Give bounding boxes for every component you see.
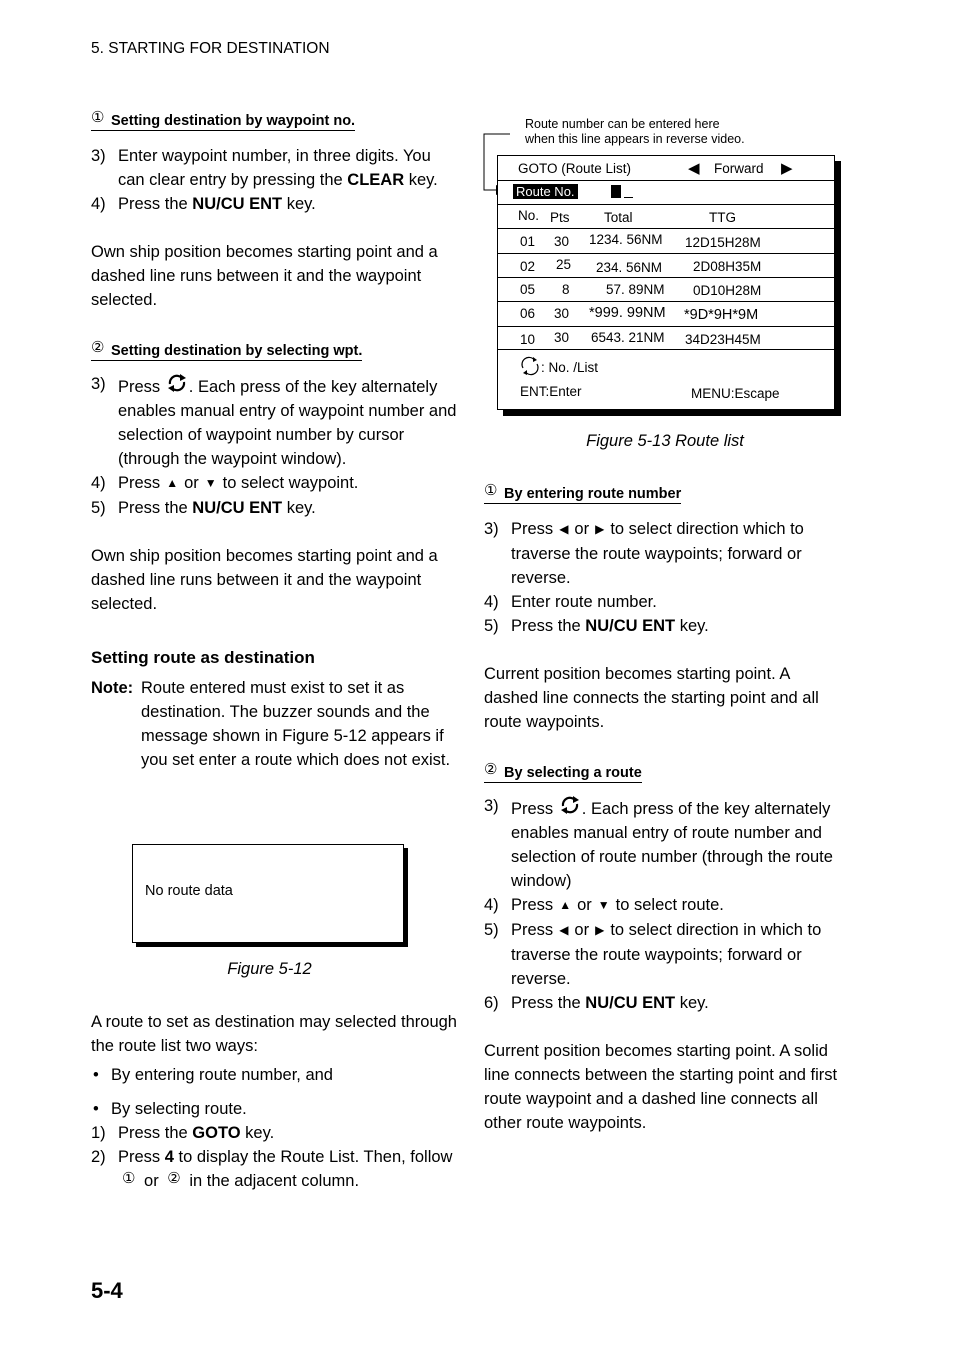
step: 4) Enter route number. — [484, 593, 657, 611]
route-no-entry-row[interactable] — [498, 181, 834, 205]
column-header: Pts — [550, 210, 570, 225]
direction-right-arrow-icon[interactable]: ▶ — [781, 160, 793, 177]
enter-hint: ENT:Enter — [520, 384, 582, 399]
route-row[interactable]: 05 8 57. 89NM 0D10H28M — [498, 278, 834, 302]
left-column-bottom — [91, 1010, 461, 1194]
page-number: 5-4 — [91, 1278, 123, 1303]
section-title-selecting-route: ② By selecting a route — [484, 761, 642, 781]
step: 4) Press the NU/CU ENT key. — [91, 195, 316, 213]
step: 6) Press the NU/CU ENT key. — [484, 994, 709, 1012]
toggle-hint: : No. /List — [541, 360, 599, 375]
key-name: NU/CU ENT — [585, 617, 676, 635]
step: 5) Press the NU/CU ENT key. — [91, 499, 316, 517]
note-label: Note: — [91, 679, 134, 697]
message-text: No route data — [145, 883, 233, 899]
step: 3) Press ◀ or ▶ to select direction which to traverse the route waypoints; forward or reverse. — [484, 517, 844, 590]
route-list-window — [497, 155, 835, 410]
column-header-row — [498, 205, 834, 229]
left-arrow-key-icon: ◀ — [559, 923, 569, 937]
route-list-title-bar — [498, 156, 834, 181]
route-row[interactable]: 01 30 1234. 56NM 12D15H28M — [498, 229, 834, 254]
step: 3) Press . Each press of the key alternately enables manual entry of route number and selection of route number (through the route window) — [484, 794, 844, 893]
escape-hint: MENU:Escape — [691, 386, 780, 401]
key-name: NU/CU ENT — [585, 994, 676, 1012]
route-row[interactable]: 10 30 6543. 21NM 34D23H45M — [498, 327, 834, 350]
key-name: NU/CU ENT — [192, 195, 283, 213]
section-title-waypoint-no: ① Setting destination by waypoint no. — [91, 109, 356, 129]
route-row[interactable]: 06 30 *999. 99NM *9D*9H*9M — [498, 302, 834, 327]
callout-note: Route number can be entered here when this line appears in reverse video. — [525, 117, 745, 146]
running-header: 5. STARTING FOR DESTINATION — [91, 40, 330, 57]
key-name: CLEAR — [347, 171, 405, 189]
step: 4) Press ▲ or ▼ to select route. — [484, 893, 844, 918]
right-column — [484, 481, 844, 1135]
cycle-key-icon — [558, 794, 582, 816]
circled-one-marker: ① — [91, 109, 105, 126]
figure-caption: Figure 5-12 — [227, 960, 312, 978]
paragraph: A route to set as destination may selected through the route list two ways: — [91, 1013, 457, 1055]
step: 3) Enter waypoint number, in three digits. You can clear entry by pressing the CLEAR key. — [91, 147, 438, 189]
down-arrow-key-icon: ▼ — [204, 476, 217, 490]
paragraph: Current position becomes starting point. A solid line connects between the starting point and first route waypoint and a dashed line connects all other route waypoints. — [484, 1042, 838, 1132]
paragraph: Own ship position becomes starting point and a dashed line runs between it and the waypoint selected. — [91, 547, 438, 613]
paragraph: Own ship position becomes starting point and a dashed line runs between it and the waypoint selected. — [91, 243, 438, 309]
step: 2) Press 4 to display the Route List. Then, follow ① or ② in the adjacent column. — [91, 1148, 453, 1190]
step: 4) Press ▲ or ▼ to select waypoint. — [91, 471, 461, 496]
cycle-toggle-icon — [520, 356, 540, 376]
key-name: 4 — [164, 1148, 174, 1166]
subheading-route-destination: Setting route as destination — [91, 648, 315, 667]
column-header: Total — [604, 210, 633, 225]
up-arrow-key-icon: ▲ — [559, 898, 572, 912]
up-arrow-key-icon: ▲ — [166, 476, 179, 490]
step: 5) Press the NU/CU ENT key. — [484, 617, 709, 635]
paragraph: Current position becomes starting point. A dashed line connects the starting point and all route waypoints. — [484, 665, 819, 731]
step: 3) Press . Each press of the key alternately enables manual entry of waypoint number and selection of waypoint number by cursor (through the waypoint window). — [91, 372, 461, 471]
circled-two-marker: ② — [91, 339, 105, 356]
section-title-selecting-wpt: ② Setting destination by selecting wpt. — [91, 339, 363, 359]
step: 5) Press ◀ or ▶ to select direction in which to traverse the route waypoints; forward or reverse. — [484, 918, 844, 991]
route-no-label: Route No. — [513, 184, 578, 199]
note — [91, 676, 461, 772]
bullet-item: • By entering route number, and — [91, 1063, 461, 1087]
circled-one-marker: ① — [122, 1170, 136, 1187]
key-name: GOTO — [192, 1124, 241, 1142]
bullet-icon: • — [93, 1100, 99, 1118]
column-header: No. — [518, 208, 540, 223]
note-text: Route entered must exist to set it as destination. The buzzer sounds and the message shown in Figure 5-12 appears if you set enter a route which does not exist. — [141, 679, 451, 769]
direction-value[interactable]: Forward — [714, 161, 764, 176]
key-name: NU/CU ENT — [192, 499, 283, 517]
bullet-item: • By selecting route. — [91, 1097, 461, 1121]
figure-caption: Figure 5-13 Route list — [586, 432, 744, 450]
no-route-data-message-box — [132, 844, 404, 943]
section-title-entering-route-number: ① By entering route number — [484, 482, 682, 502]
direction-left-arrow-icon[interactable]: ◀ — [688, 160, 700, 177]
left-arrow-key-icon: ◀ — [559, 522, 569, 536]
down-arrow-key-icon: ▼ — [597, 898, 610, 912]
cycle-key-icon — [165, 372, 189, 394]
right-arrow-key-icon: ▶ — [595, 923, 605, 937]
circled-two-marker: ② — [167, 1170, 181, 1187]
right-arrow-key-icon: ▶ — [595, 522, 605, 536]
circled-two-marker: ② — [484, 761, 498, 778]
bullet-icon: • — [93, 1066, 99, 1084]
step: 1) Press the GOTO key. — [91, 1124, 275, 1142]
window-title: GOTO (Route List) — [518, 161, 632, 176]
column-header: TTG — [709, 210, 736, 225]
left-column — [91, 108, 461, 772]
route-no-input[interactable] — [611, 185, 633, 200]
route-row[interactable]: 02 25 234. 56NM 2D08H35M — [498, 254, 834, 278]
circled-one-marker: ① — [484, 482, 498, 499]
